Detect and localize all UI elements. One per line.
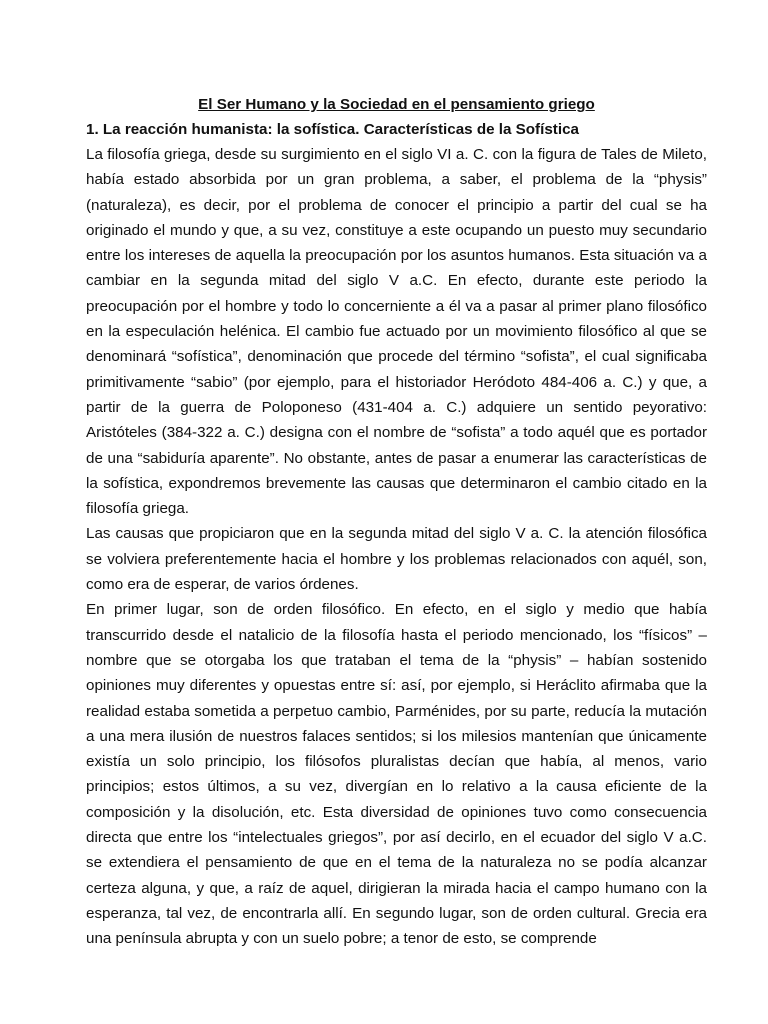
section-heading: 1. La reacción humanista: la sofística. Características de la Sofística [86,121,579,138]
document-page [86,94,707,952]
document-title: El Ser Humano y la Sociedad en el pensamiento griego [198,96,595,113]
paragraph-intro: La filosofía griega, desde su surgimiento en el siglo VI a. C. con la figura de Tales de Mileto, había estado absorbida por un gran problema, a saber, el problema de la “physis” (naturaleza), es decir, por el problema de conocer el principio a partir del cual se ha originado el mundo y que, a su vez, constituye a este ocupando un puesto muy secundario entre los intereses de aquella la preocupación por los asuntos humanos. Esta situación va a cambiar en la segunda mitad del siglo V a.C. En efecto, durante este periodo la preocupación por el hombre y todo lo concerniente a él va a pasar al primer plano filosófico en la especulación helénica. El cambio fue actuado por un movimiento filosófico al que se denominará “sofística”, denominación que procede del término “sofista”, el cual significaba primitivamente “sabio” (por ejemplo, para el historiador Heródoto 484-406 a. C.) y que, a partir de la guerra de Poloponeso (431-404 a. C.) adquiere un sentido peyorativo: Aristóteles (384-322 a. C.) designa con el nombre de “sofista” a todo aquél que es portador de una “sabiduría aparente”. No obstante, antes de pasar a enumerar las características de la sofística, expondremos brevemente las causas que determinaron el cambio citado en la filosofía griega. [86,146,707,518]
paragraph-causes: Las causas que propiciaron que en la segunda mitad del siglo V a. C. la atención filosófica se volviera preferentemente hacia el hombre y los problemas relacionados con aquél, son, como era de esperar, de varios órdenes. [86,525,707,594]
paragraph-first-cause: En primer lugar, son de orden filosófico. En efecto, en el siglo y medio que había transcurrido desde el natalicio de la filosofía hasta el periodo mencionado, los “físicos” – nombre que se otorgaba los que trataban el tema de la “physis” – habían sostenido opiniones muy diferentes y opuestas entre sí: así, por ejemplo, si Heráclito afirmaba que la realidad estaba sometida a perpetuo cambio, Parménides, por su parte, reducía la mutación a una mera ilusión de nuestros falaces sentidos; si los milesios mantenían que únicamente existía un solo principio, los filósofos pluralistas decían que había, al menos, vario principios; estos últimos, a su vez, divergían en lo relativo a la causa eficiente de la composición y la disolución, etc. Esta diversidad de opiniones tuvo como consecuencia directa que entre los “intelectuales griegos”, por así decirlo, en el ecuador del siglo V a.C. se extendiera el pensamiento de que en el tema de la naturaleza no se podía alcanzar certeza alguna, y que, a raíz de aquel, dirigieran la mirada hacia el campo humano con la esperanza, tal vez, de encontrarla allí. En segundo lugar, son de orden cultural. Grecia era una península abrupta y con un suelo pobre; a tenor de esto, se comprende [86,601,707,948]
